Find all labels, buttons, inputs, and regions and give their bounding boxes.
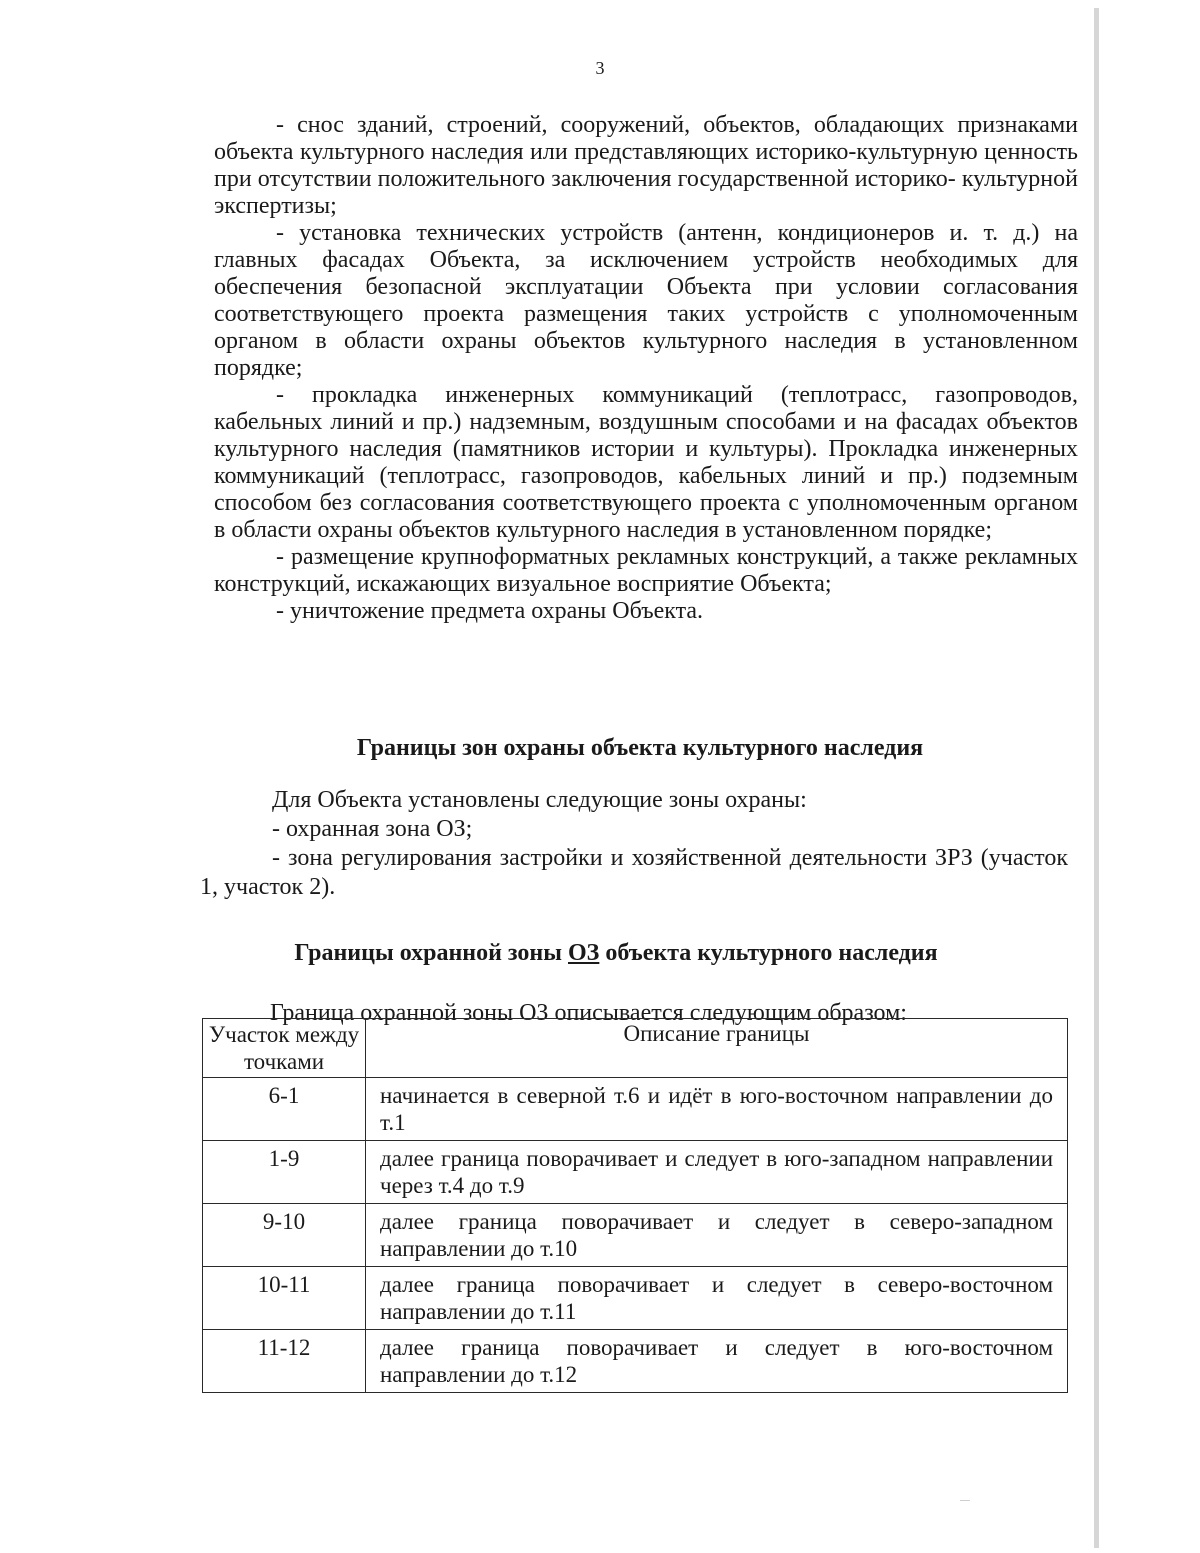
scan-mark xyxy=(960,1500,970,1501)
paragraph: - снос зданий, строений, сооружений, объектов, обладающих признаками объекта культурного наследия или представляющих историко-культурную ценность при отсутствии положительного заключения государственной историко- культурной экспертизы; xyxy=(214,112,1078,219)
description-cell: далее граница поворачивает и следует в юго-восточном направлении до т.12 xyxy=(366,1330,1068,1393)
restrictions-list xyxy=(214,112,1078,625)
paragraph: - размещение крупноформатных рекламных конструкций, а также рекламных конструкций, искажающих визуальное восприятие Объекта; xyxy=(214,544,1078,597)
description-cell: далее граница поворачивает и следует в юго-западном направлении через т.4 до т.9 xyxy=(366,1141,1068,1204)
heading-zone-code: ОЗ xyxy=(568,940,600,966)
zone-item: - зона регулирования застройки и хозяйственной деятельности ЗРЗ (участок 1, участок 2). xyxy=(200,845,1068,900)
section-heading-oz xyxy=(0,940,1200,967)
table-caption: Граница охранной зоны ОЗ описывается следующим образом: xyxy=(270,1000,907,1026)
zones-intro: Для Объекта установлены следующие зоны охраны: xyxy=(272,787,807,813)
boundary-table xyxy=(202,1018,1068,1393)
paragraph: - уничтожение предмета охраны Объекта. xyxy=(276,598,704,624)
segment-cell: 9-10 xyxy=(203,1204,366,1267)
column-header-description: Описание границы xyxy=(366,1019,1068,1078)
table-row xyxy=(203,1078,1068,1141)
scan-edge-line xyxy=(1094,8,1099,1548)
paragraph: - прокладка инженерных коммуникаций (теплотрасс, газопроводов, кабельных линий и пр.) надземным, воздушным способами и на фасадах объектов культурного наследия (памятников истории и культуры). Прокладка инженерных коммуникаций (теплотрасс, газопроводов, кабельных линий и пр.) подземным способом без согласования соответствующего проекта с уполномоченным органом в области охраны объектов культурного наследия в установленном порядке; xyxy=(214,382,1078,543)
segment-cell: 11-12 xyxy=(203,1330,366,1393)
description-cell: далее граница поворачивает и следует в северо-восточном направлении до т.11 xyxy=(366,1267,1068,1330)
description-cell: начинается в северной т.6 и идёт в юго-восточном направлении до т.1 xyxy=(366,1078,1068,1141)
page-number: 3 xyxy=(595,58,605,78)
heading-text: Границы охранной зоны xyxy=(294,940,568,966)
zones-list xyxy=(200,786,1068,902)
segment-cell: 1-9 xyxy=(203,1141,366,1204)
column-header-segment: Участок между точками xyxy=(203,1019,366,1078)
segment-cell: 10-11 xyxy=(203,1267,366,1330)
segment-cell: 6-1 xyxy=(203,1078,366,1141)
zone-item: - охранная зона ОЗ; xyxy=(272,816,473,842)
table-row xyxy=(203,1204,1068,1267)
table-row xyxy=(203,1267,1068,1330)
heading-text: объекта культурного наследия xyxy=(599,940,938,966)
table-row xyxy=(203,1330,1068,1393)
table-header-row xyxy=(203,1019,1068,1078)
section-heading-zones: Границы зон охраны объекта культурного наследия xyxy=(356,735,924,761)
paragraph: - установка технических устройств (антенн, кондиционеров и. т. д.) на главных фасадах Объекта, за исключением устройств необходимых для обеспечения безопасной эксплуатации Объекта при условии согласования соответствующего проекта размещения таких устройств с уполномоченным органом в области охраны объектов культурного наследия в установленном порядке; xyxy=(214,220,1078,381)
table-row xyxy=(203,1141,1068,1204)
description-cell: далее граница поворачивает и следует в северо-западном направлении до т.10 xyxy=(366,1204,1068,1267)
